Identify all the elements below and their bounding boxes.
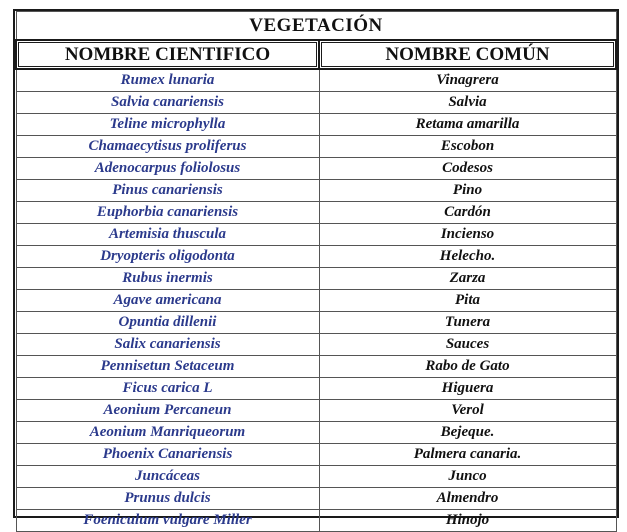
header-scientific-name: NOMBRE CIENTIFICO xyxy=(16,40,319,69)
common-name-cell: Cardón xyxy=(319,202,616,224)
scientific-name-cell: Artemisia thuscula xyxy=(16,224,319,246)
common-name-cell: Sauces xyxy=(319,334,616,356)
common-name-cell: Codesos xyxy=(319,158,616,180)
common-name-cell: Zarza xyxy=(319,268,616,290)
common-name-cell: Pita xyxy=(319,290,616,312)
common-name-cell: Verol xyxy=(319,400,616,422)
table-row xyxy=(16,422,616,444)
common-name-cell: Rabo de Gato xyxy=(319,356,616,378)
table-body xyxy=(16,69,616,532)
header-row xyxy=(16,40,616,69)
scientific-name-cell: Dryopteris oligodonta xyxy=(16,246,319,268)
table-row xyxy=(16,466,616,488)
table-row xyxy=(16,488,616,510)
table-row xyxy=(16,202,616,224)
common-name-cell: Helecho. xyxy=(319,246,616,268)
table-row xyxy=(16,136,616,158)
table-row xyxy=(16,180,616,202)
common-name-cell: Higuera xyxy=(319,378,616,400)
scientific-name-cell: Salix canariensis xyxy=(16,334,319,356)
scientific-name-cell: Rumex lunaria xyxy=(16,69,319,92)
table-row xyxy=(16,268,616,290)
table-row xyxy=(16,114,616,136)
table-row xyxy=(16,378,616,400)
common-name-cell: Bejeque. xyxy=(319,422,616,444)
table-row xyxy=(16,334,616,356)
scientific-name-cell: Juncáceas xyxy=(16,466,319,488)
scientific-name-cell: Agave americana xyxy=(16,290,319,312)
table-title: VEGETACIÓN xyxy=(16,12,616,41)
common-name-cell: Salvia xyxy=(319,92,616,114)
table-row xyxy=(16,158,616,180)
table-row xyxy=(16,224,616,246)
table-row xyxy=(16,246,616,268)
scientific-name-cell: Teline microphylla xyxy=(16,114,319,136)
table-row xyxy=(16,400,616,422)
common-name-cell: Vinagrera xyxy=(319,69,616,92)
scientific-name-cell: Pennisetun Setaceum xyxy=(16,356,319,378)
scientific-name-cell: Chamaecytisus proliferus xyxy=(16,136,319,158)
header-common-name: NOMBRE COMÚN xyxy=(319,40,616,69)
common-name-cell: Retama amarilla xyxy=(319,114,616,136)
common-name-cell: Hinojo xyxy=(319,510,616,532)
common-name-cell: Escobon xyxy=(319,136,616,158)
table-row xyxy=(16,510,616,532)
scientific-name-cell: Phoenix Canariensis xyxy=(16,444,319,466)
scientific-name-cell: Ficus carica L xyxy=(16,378,319,400)
vegetation-table xyxy=(15,11,617,532)
table-row xyxy=(16,92,616,114)
common-name-cell: Almendro xyxy=(319,488,616,510)
scientific-name-cell: Adenocarpus foliolosus xyxy=(16,158,319,180)
table-row xyxy=(16,290,616,312)
scientific-name-cell: Salvia canariensis xyxy=(16,92,319,114)
common-name-cell: Pino xyxy=(319,180,616,202)
common-name-cell: Palmera canaria. xyxy=(319,444,616,466)
vegetation-table-frame xyxy=(13,9,619,528)
scientific-name-cell: Euphorbia canariensis xyxy=(16,202,319,224)
common-name-cell: Junco xyxy=(319,466,616,488)
table-row xyxy=(16,444,616,466)
scientific-name-cell: Opuntia dillenii xyxy=(16,312,319,334)
scientific-name-cell: Rubus inermis xyxy=(16,268,319,290)
common-name-cell: Incienso xyxy=(319,224,616,246)
scientific-name-cell: Prunus dulcis xyxy=(16,488,319,510)
scientific-name-cell: Aeonium Percaneun xyxy=(16,400,319,422)
common-name-cell: Tunera xyxy=(319,312,616,334)
table-row xyxy=(16,356,616,378)
scientific-name-cell: Aeonium Manriqueorum xyxy=(16,422,319,444)
table-row xyxy=(16,69,616,92)
scientific-name-cell: Foeniculum vulgare Miller xyxy=(16,510,319,532)
scientific-name-cell: Pinus canariensis xyxy=(16,180,319,202)
table-row xyxy=(16,312,616,334)
title-row xyxy=(16,12,616,41)
